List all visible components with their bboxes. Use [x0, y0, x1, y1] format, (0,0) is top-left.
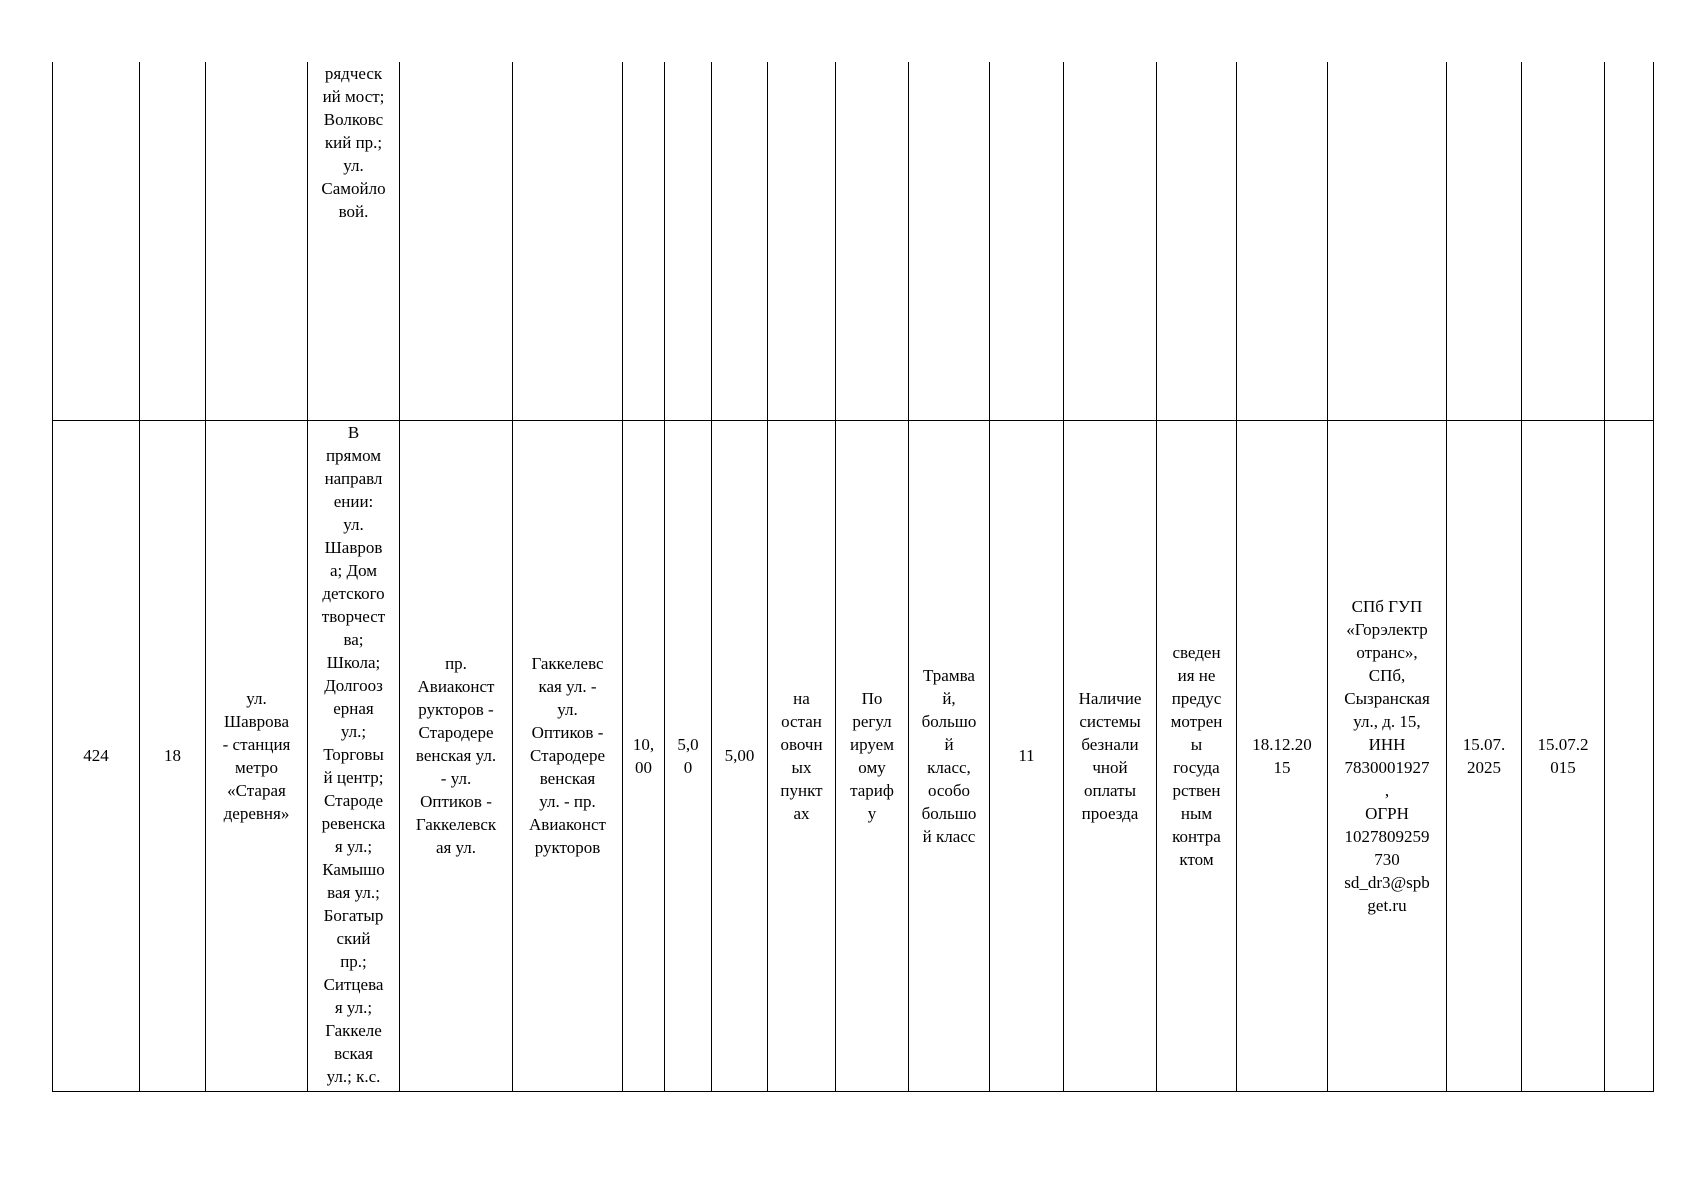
table-row-continuation — [53, 62, 1654, 420]
cell-streets-backward: Гаккелевс кая ул. - ул. Оптиков - Стародере венская ул. - пр. Авиаконст рукторов — [513, 420, 623, 1091]
cell-carrier: СПб ГУП «Горэлектр отранс», СПб, Сызранская ул., д. 15, ИНН 7830001927 , ОГРН 1027809259 730 sd_dr3@spb get.ru — [1328, 420, 1447, 1091]
cell-empty — [990, 62, 1064, 420]
cell-stops-list: В прямом направл ении: ул. Шавров а; Дом детского творчест ва; Школа; Долгооз ерная ул.; Торговы й центр; Староде ревенска я ул.; Камышо вая ул.; Богатыр ский пр.; Ситцева я ул.; Гаккеле вская ул.; к.с. — [308, 420, 400, 1091]
cell-tariff-type: По регул ируем ому тариф у — [836, 420, 909, 1091]
cell-date-b: 15.07.2 015 — [1522, 420, 1605, 1091]
cell-stops-fragment: рядческ ий мост; Волковс кий пр.; ул. Самойло вой. — [308, 62, 400, 420]
cell-empty — [1522, 62, 1605, 420]
cell-empty — [1237, 62, 1328, 420]
cell-route-number: 18 — [140, 420, 206, 1091]
cell-route-name: ул. Шаврова - станция метро «Старая деревня» — [206, 420, 308, 1091]
cell-boarding-order: на остан овочн ых пункт ах — [768, 420, 836, 1091]
cell-empty — [206, 62, 308, 420]
cell-empty — [768, 62, 836, 420]
cell-vehicle-features: Наличие системы безнали чной оплаты проезда — [1064, 420, 1157, 1091]
cell-empty — [665, 62, 712, 420]
cell-vehicle-count: 11 — [990, 420, 1064, 1091]
cell-empty — [1157, 62, 1237, 420]
cell-start-date: 18.12.20 15 — [1237, 420, 1328, 1091]
cell-empty — [623, 62, 665, 420]
cell-empty — [1605, 62, 1654, 420]
cell-date-a: 15.07. 2025 — [1447, 420, 1522, 1091]
cell-reg-number: 424 — [53, 420, 140, 1091]
cell-empty — [712, 62, 768, 420]
cell-empty — [400, 62, 513, 420]
cell-empty — [1064, 62, 1157, 420]
cell-vehicle-type: Трамва й, большо й класс, особо большо й класс — [909, 420, 990, 1091]
cell-length-forward: 5,0 0 — [665, 420, 712, 1091]
cell-empty — [909, 62, 990, 420]
route-register-table — [52, 62, 1654, 1092]
cell-streets-forward: пр. Авиаконст рукторов - Стародере венская ул. - ул. Оптиков - Гаккелевск ая ул. — [400, 420, 513, 1091]
cell-empty — [513, 62, 623, 420]
table-row-route-424 — [53, 420, 1654, 1091]
cell-schedule-info: сведен ия не предус мотрен ы госуда рствен ным контра ктом — [1157, 420, 1237, 1091]
cell-empty — [53, 62, 140, 420]
cell-empty — [1328, 62, 1447, 420]
cell-empty — [140, 62, 206, 420]
cell-empty — [1447, 62, 1522, 420]
cell-length-backward: 5,00 — [712, 420, 768, 1091]
cell-empty — [836, 62, 909, 420]
cell-last-column — [1605, 420, 1654, 1091]
cell-length-total: 10, 00 — [623, 420, 665, 1091]
